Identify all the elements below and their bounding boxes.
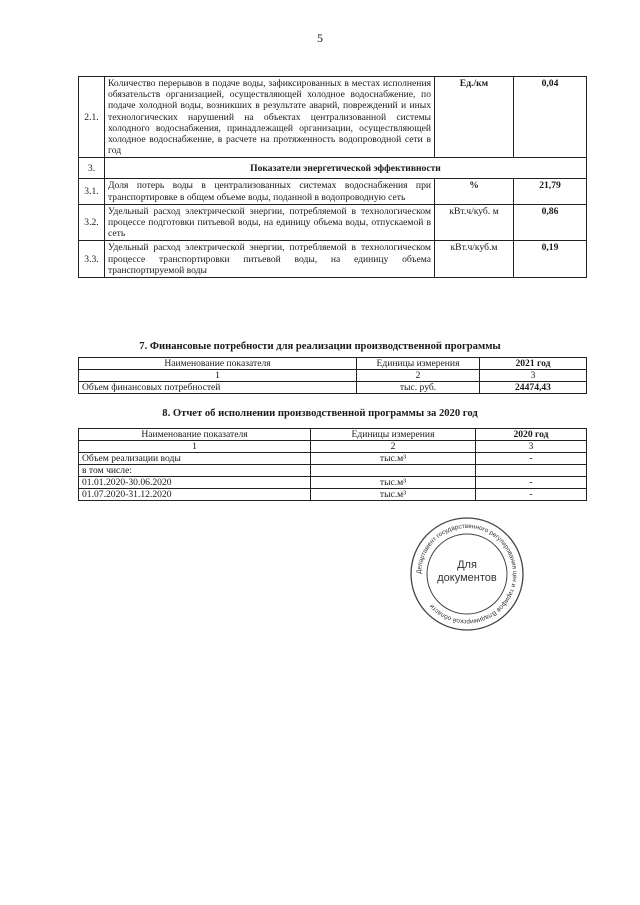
row-unit: тыс.м³	[311, 477, 476, 489]
column-number: 1	[79, 370, 357, 382]
column-number: 1	[79, 441, 311, 453]
indicator-description: Удельный расход электрической энергии, потребляемой в технологическом процессе транспортировки питьевой воды, на единицу объема транспортируемой воды	[105, 241, 435, 278]
page-number: 5	[317, 31, 323, 45]
stamp-inner-text	[408, 559, 526, 585]
row-unit: тыс. руб.	[357, 382, 480, 394]
column-header: Наименование показателя	[79, 358, 357, 370]
indicator-description: Количество перерывов в подаче воды, зафиксированных в местах исполнения обязательств организацией, осуществляющей холодное водоснабжение, по подаче холодной воды, возникших в результате аварий, повреждений и иных технологических нарушений на объектах централизованной системы холодного водоснабжения, принадлежащей организации, осуществляющей холодное водоснабжение, в расчете на протяженность водопроводной сети в год	[105, 77, 435, 158]
indicator-value: 0,86	[514, 204, 587, 241]
row-unit: тыс.м³	[311, 453, 476, 465]
indicator-value: 0,19	[514, 241, 587, 278]
column-number: 2	[357, 370, 480, 382]
table-row	[79, 382, 587, 394]
row-value: -	[476, 477, 587, 489]
row-unit: тыс.м³	[311, 489, 476, 501]
row-name: 01.01.2020-30.06.2020	[79, 477, 311, 489]
table-header-row	[79, 358, 587, 370]
column-header: Наименование показателя	[79, 429, 311, 441]
row-number: 3.2.	[79, 204, 105, 241]
indicator-description: Доля потерь воды в централизованных системах водоснабжения при транспортировке в общем объеме воды, поданной в водопроводную сеть	[105, 179, 435, 204]
financial-needs-table	[78, 357, 587, 394]
column-header: Единицы измерения	[357, 358, 480, 370]
row-name: Объем финансовых потребностей	[79, 382, 357, 394]
indicator-description: Удельный расход электрической энергии, потребляемой в технологическом процессе подготовки питьевой воды, на единицу объема воды, отпускаемой в сеть	[105, 204, 435, 241]
document-stamp	[408, 515, 526, 633]
program-report-table	[78, 428, 587, 501]
table-row	[79, 179, 587, 204]
section8-heading: 8. Отчет об исполнении производственной программы за 2020 год	[162, 408, 478, 419]
column-header: 2020 год	[476, 429, 587, 441]
indicators-table	[78, 76, 587, 278]
stamp-ring-text: Департамент государственного регулирования цен и тарифов Владимирской области	[415, 522, 519, 626]
row-value: 24474,43	[480, 382, 587, 394]
column-number-row	[79, 441, 587, 453]
section-number: 3.	[79, 158, 105, 179]
table-row	[79, 477, 587, 489]
section7-heading: 7. Финансовые потребности для реализации производственной программы	[139, 341, 501, 352]
section-row	[79, 158, 587, 179]
table-header-row	[79, 429, 587, 441]
stamp-line2: документов	[437, 572, 497, 584]
table-row	[79, 489, 587, 501]
row-value	[476, 465, 587, 477]
row-name: 01.07.2020-31.12.2020	[79, 489, 311, 501]
column-number: 3	[476, 441, 587, 453]
row-number: 2.1.	[79, 77, 105, 158]
table-row	[79, 241, 587, 278]
section-title: Показатели энергетической эффективности	[105, 158, 587, 179]
row-name: Объем реализации воды	[79, 453, 311, 465]
column-number: 2	[311, 441, 476, 453]
row-name: в том числе:	[79, 465, 311, 477]
row-number: 3.1.	[79, 179, 105, 204]
column-number: 3	[480, 370, 587, 382]
column-number-row	[79, 370, 587, 382]
row-number: 3.3.	[79, 241, 105, 278]
indicator-unit: %	[435, 179, 514, 204]
indicator-unit: кВт.ч/куб. м	[435, 204, 514, 241]
indicator-value: 21,79	[514, 179, 587, 204]
row-unit	[311, 465, 476, 477]
row-value: -	[476, 453, 587, 465]
stamp-line1: Для	[457, 559, 477, 571]
table-row	[79, 204, 587, 241]
table-row	[79, 77, 587, 158]
column-header: Единицы измерения	[311, 429, 476, 441]
column-header: 2021 год	[480, 358, 587, 370]
indicator-value: 0,04	[514, 77, 587, 158]
table-row	[79, 453, 587, 465]
row-value: -	[476, 489, 587, 501]
indicator-unit: Ед./км	[435, 77, 514, 158]
indicator-unit: кВт.ч/куб.м	[435, 241, 514, 278]
table-row	[79, 465, 587, 477]
